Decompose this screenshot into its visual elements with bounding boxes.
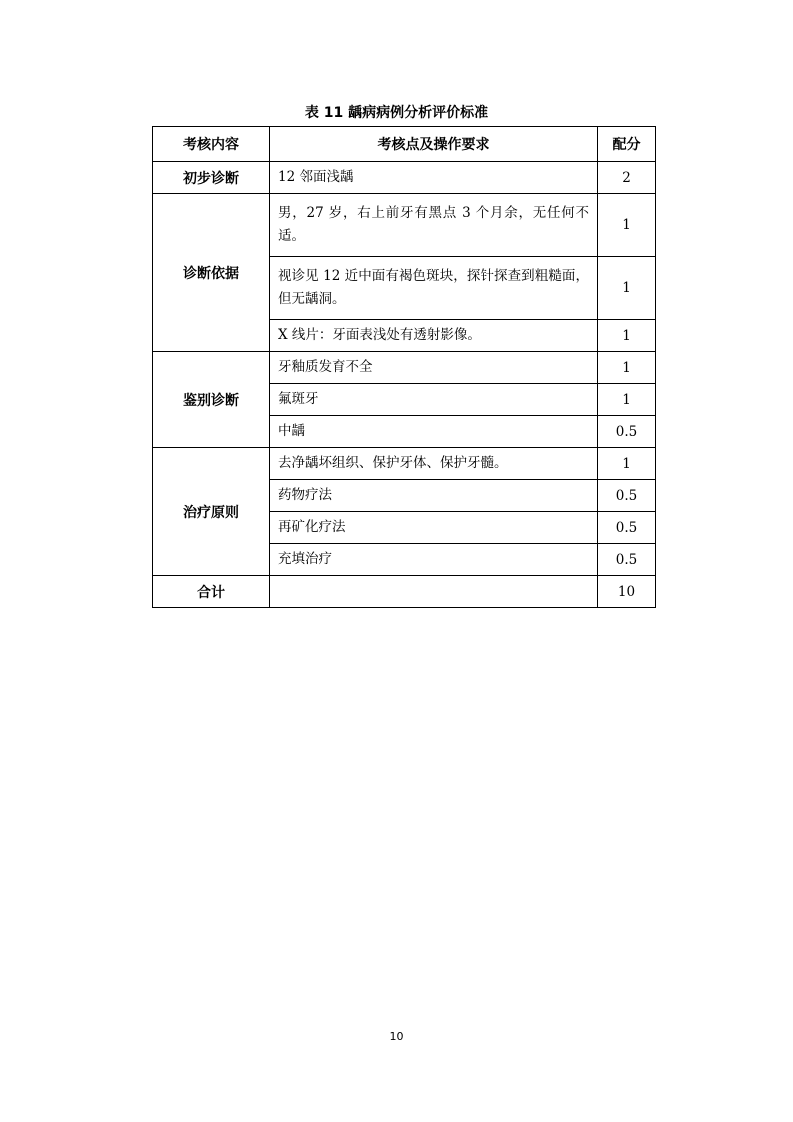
total-requirement-cell [270, 576, 598, 608]
points-cell: 1 [598, 320, 656, 352]
header-assessment-points: 考核点及操作要求 [270, 127, 598, 162]
table-title: 表 11 龋病病例分析评价标准 [304, 105, 489, 121]
points-cell: 0.5 [598, 416, 656, 448]
requirement-cell: 牙釉质发育不全 [270, 352, 598, 384]
requirement-cell: 充填治疗 [270, 544, 598, 576]
table-header-row [153, 127, 656, 162]
points-cell: 1 [598, 194, 656, 257]
page-number: 10 [389, 1030, 404, 1043]
table-row [153, 194, 656, 257]
category-initial-diagnosis: 初步诊断 [153, 162, 270, 194]
points-cell: 0.5 [598, 512, 656, 544]
category-diagnosis-basis: 诊断依据 [153, 194, 270, 352]
requirement-cell: 视诊见 12 近中面有褐色斑块，探针探查到粗糙面，但无龋洞。 [270, 257, 598, 320]
requirement-cell: 再矿化疗法 [270, 512, 598, 544]
requirement-cell: 氟斑牙 [270, 384, 598, 416]
points-cell: 1 [598, 257, 656, 320]
points-cell: 1 [598, 352, 656, 384]
table-row [153, 448, 656, 480]
evaluation-table [152, 126, 656, 608]
requirement-cell: 男，27 岁，右上前牙有黑点 3 个月余，无任何不适。 [270, 194, 598, 257]
requirement-cell: X 线片：牙面表浅处有透射影像。 [270, 320, 598, 352]
points-cell: 1 [598, 448, 656, 480]
total-row [153, 576, 656, 608]
total-label: 合计 [153, 576, 270, 608]
total-points: 10 [598, 576, 656, 608]
header-assessment-content: 考核内容 [153, 127, 270, 162]
requirement-cell: 12 邻面浅龋 [270, 162, 598, 194]
points-cell: 1 [598, 384, 656, 416]
requirement-cell: 中龋 [270, 416, 598, 448]
table-row [153, 352, 656, 384]
category-treatment-principle: 治疗原则 [153, 448, 270, 576]
points-cell: 0.5 [598, 544, 656, 576]
points-cell: 2 [598, 162, 656, 194]
requirement-cell: 去净龋坏组织、保护牙体、保护牙髓。 [270, 448, 598, 480]
requirement-cell: 药物疗法 [270, 480, 598, 512]
points-cell: 0.5 [598, 480, 656, 512]
header-score: 配分 [598, 127, 656, 162]
category-differential-diagnosis: 鉴别诊断 [153, 352, 270, 448]
table-row [153, 162, 656, 194]
